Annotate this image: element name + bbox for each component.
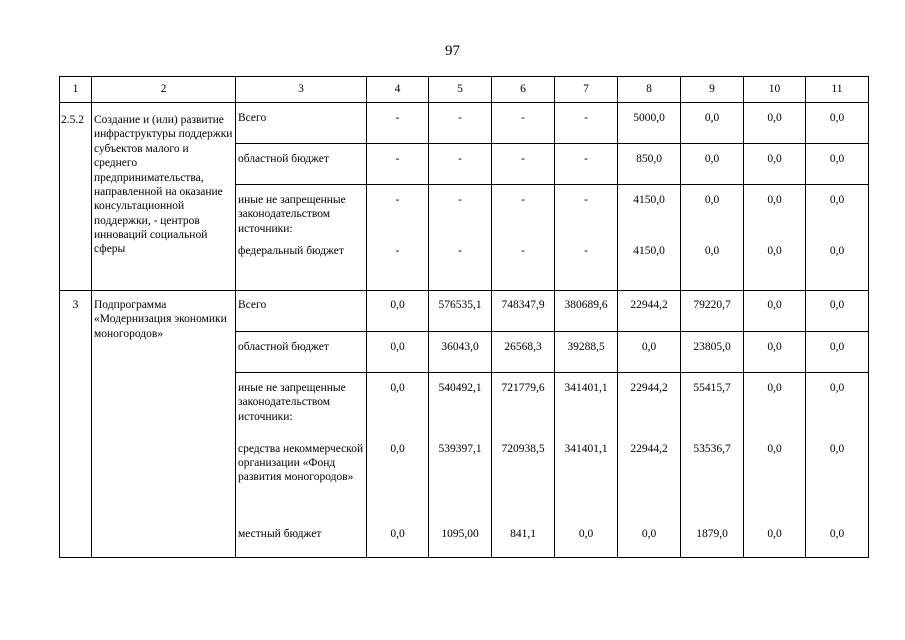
value-cell: 576535,1	[438, 299, 482, 311]
value-cell: 22944,2	[630, 299, 668, 311]
value-cell: 0,0	[829, 527, 845, 540]
value-cell: 748347,9	[501, 299, 545, 311]
source-label: областной бюджет	[238, 153, 329, 165]
value-cell: 0,0	[704, 112, 720, 124]
value-cell: 26568,3	[504, 341, 542, 353]
value-cell: -	[521, 153, 525, 165]
value-cell: 0,0	[829, 244, 845, 257]
value-cell: -	[395, 244, 400, 257]
value-cell: 0,0	[829, 112, 845, 124]
table-row	[60, 291, 869, 332]
row-title: Создание и (или) развитие инфраструктуры поддержки субъектов малого и среднего предпринимательства, направленной на оказание консультационной поддержки, - центров инноваций социальной сферы	[94, 114, 233, 256]
value-cell: -	[521, 194, 525, 206]
value-cell: 540492,1	[438, 382, 482, 394]
value-cell: 0,0	[704, 153, 720, 165]
header-row	[60, 77, 869, 103]
value-cell: 23805,0	[693, 341, 731, 353]
row-code: 3	[72, 299, 79, 311]
value-cell: 53536,7	[693, 442, 731, 455]
value-cell: 0,0	[641, 527, 657, 540]
value-cell: -	[584, 153, 588, 165]
value-cell: 22944,2	[630, 442, 668, 455]
source-label: местный бюджет	[238, 527, 322, 540]
source-label: Всего	[238, 112, 267, 124]
header-cell: 7	[555, 77, 618, 103]
value-cell: -	[458, 244, 462, 257]
header-cell: 3	[236, 77, 367, 103]
header-cell: 8	[618, 77, 681, 103]
value-cell: 0,0	[767, 527, 782, 540]
value-cell: 0,0	[767, 194, 782, 206]
value-cell: -	[458, 194, 462, 206]
row-title: Подпрограмма «Модернизация экономики моногородов»	[94, 299, 227, 340]
value-cell: 0,0	[767, 112, 782, 124]
header-cell: 6	[492, 77, 555, 103]
value-cell: -	[395, 194, 400, 206]
source-label: иные не запрещенные законодательством источники:	[238, 194, 346, 235]
value-cell: 0,0	[704, 244, 720, 257]
value-cell: 0,0	[829, 442, 845, 455]
value-cell: -	[521, 112, 525, 124]
source-label: федеральный бюджет	[238, 244, 344, 257]
value-cell: 0,0	[829, 194, 845, 206]
value-cell: 1879,0	[696, 527, 728, 540]
value-cell: 850,0	[636, 153, 662, 165]
value-cell: -	[395, 153, 400, 165]
value-cell: -	[584, 112, 588, 124]
value-cell: 341401,1	[564, 382, 608, 394]
header-cell: 11	[806, 77, 869, 103]
value-cell: 0,0	[767, 299, 782, 311]
value-cell: 36043,0	[441, 341, 479, 353]
value-cell: -	[584, 194, 588, 206]
value-cell: -	[458, 153, 462, 165]
value-cell: 341401,1	[564, 442, 608, 455]
value-cell: 0,0	[767, 382, 782, 394]
value-cell: 841,1	[510, 527, 536, 540]
table-row	[60, 103, 869, 144]
source-label: средства некоммерческой организации «Фонд развития моногородов»	[238, 442, 364, 484]
source-label: областной бюджет	[238, 341, 329, 353]
value-cell: 5000,0	[633, 112, 665, 124]
value-cell: 0,0	[704, 194, 720, 206]
value-cell: -	[521, 244, 525, 257]
value-cell: 539397,1	[438, 442, 482, 455]
value-cell: 0,0	[829, 299, 845, 311]
row-code: 2.5.2	[61, 114, 84, 126]
value-cell: 0,0	[767, 153, 782, 165]
value-cell: -	[458, 112, 462, 124]
value-cell: 0,0	[767, 442, 782, 455]
value-cell: 720938,5	[501, 442, 545, 455]
value-cell: 4150,0	[633, 244, 665, 257]
value-cell: 380689,6	[564, 299, 608, 311]
value-cell: 22944,2	[630, 382, 668, 394]
value-cell: 0,0	[390, 382, 405, 394]
header-cell: 1	[60, 77, 92, 103]
value-cell: 79220,7	[693, 299, 731, 311]
value-cell: 0,0	[829, 341, 845, 353]
value-cell: 39288,5	[567, 341, 605, 353]
value-cell: 4150,0	[633, 194, 665, 206]
value-cell: 0,0	[390, 299, 405, 311]
source-label: иные не запрещенные законодательством источники:	[238, 382, 346, 423]
value-cell: 0,0	[390, 527, 405, 540]
value-cell: 1095,00	[441, 527, 479, 540]
value-cell: 0,0	[390, 341, 405, 353]
page-number: 97	[445, 43, 460, 59]
header-cell: 10	[744, 77, 806, 103]
value-cell: 0,0	[641, 341, 657, 353]
header-cell: 5	[429, 77, 492, 103]
source-label: Всего	[238, 299, 267, 311]
value-cell: 55415,7	[693, 382, 731, 394]
value-cell: 0,0	[767, 341, 782, 353]
budget-table	[59, 76, 869, 558]
header-cell: 2	[92, 77, 236, 103]
header-cell: 4	[367, 77, 429, 103]
value-cell: -	[395, 112, 400, 124]
value-cell: 0,0	[390, 442, 405, 455]
value-cell: 0,0	[767, 244, 782, 257]
value-cell: 721779,6	[501, 382, 545, 394]
value-cell: 0,0	[829, 382, 845, 394]
value-cell: 0,0	[578, 527, 594, 540]
value-cell: -	[584, 244, 588, 257]
value-cell: 0,0	[829, 153, 845, 165]
header-cell: 9	[681, 77, 744, 103]
